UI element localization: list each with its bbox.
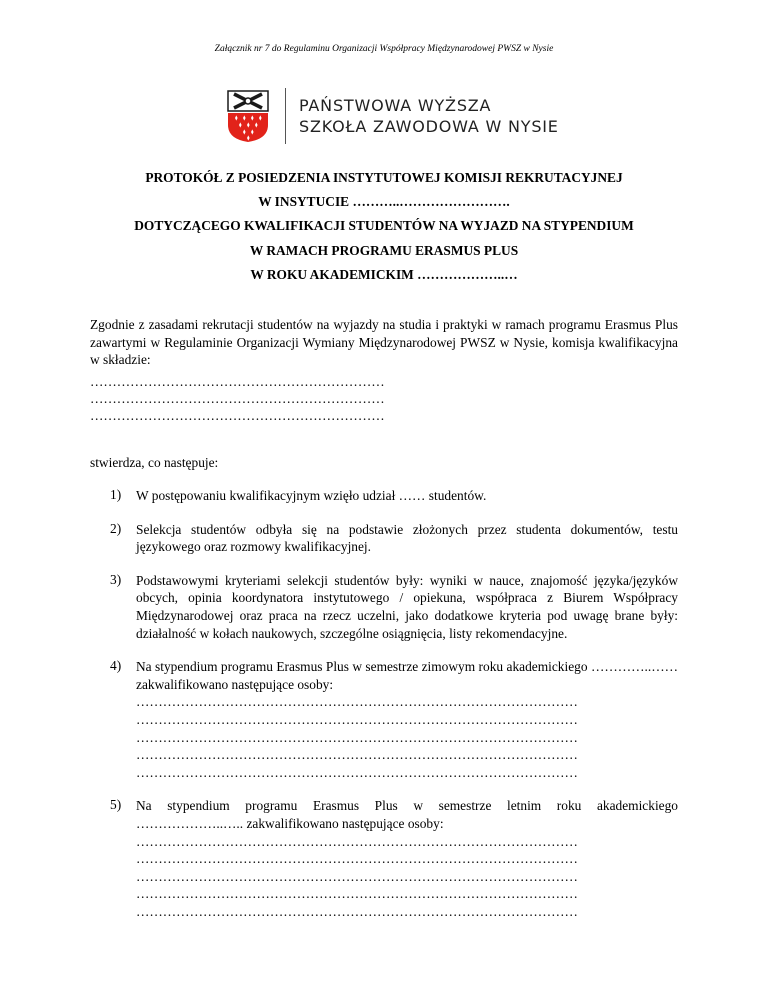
- findings-list: [90, 487, 678, 936]
- list-item: [90, 797, 678, 920]
- item-number: 3): [110, 571, 122, 587]
- university-logo: [226, 88, 559, 144]
- fill-line: ………………………………………………………………………………………: [136, 729, 578, 745]
- item-text: Podstawowymi kryteriami selekcji studentów były: wyniki w nauce, znajomość języka/języków obcych, opinia koordynatora instytutowego / opiekuna, współpraca z Biurem Współpracy Międzynarodowej oraz praca na rzecz uczelni, jako dodatkowe kryteria pod uwagę brane były: działalność w kołach naukowych, szczególne osiągnięcia, listy rekomendacyjne.: [136, 572, 678, 641]
- item-number: 2): [110, 520, 122, 536]
- fill-line: ………………………………………………………………………………………: [136, 868, 578, 884]
- title-line: W RAMACH PROGRAMU ERASMUS PLUS: [249, 242, 519, 258]
- title-line: PROTOKÓŁ Z POSIEDZENIA INSTYTUTOWEJ KOMISJI REKRUTACYJNEJ: [145, 170, 623, 185]
- title-line: DOTYCZĄCEGO KWALIFIKACJI STUDENTÓW NA WYJAZD NA STYPENDIUM: [134, 218, 634, 234]
- fill-line: ………………………………………………………………………………………: [136, 747, 578, 763]
- list-item: [90, 521, 678, 556]
- item-text: Na stypendium programu Erasmus Plus w semestrze zimowym roku akademickiego …………..…… zakwalifikowano następujące osoby:: [136, 659, 678, 692]
- intro-paragraph: Zgodnie z zasadami rekrutacji studentów na wyjazdy na studia i praktyki w ramach programu Erasmus Plus zawartymi w Regulaminie Organizacji Wymiany Międzynarodowej PWSZ w Nysie, komisja kwalifikacyjna w składzie:: [90, 317, 678, 368]
- item-text: Na stypendium programu Erasmus Plus w semestrze letnim roku akademickiego ………………..….. zakwalifikowano następujące osoby:: [136, 798, 678, 831]
- header-note: Załącznik nr 7 do Regulaminu Organizacji Współpracy Międzynarodowej PWSZ w Nysie: [214, 44, 554, 54]
- fill-line: ………………………………………………………………………………………: [136, 764, 578, 780]
- university-name: [299, 95, 559, 137]
- fill-line: ………………………………………………………………………………………: [136, 833, 578, 849]
- coat-of-arms-icon: [226, 89, 270, 143]
- member-line: …………………………………………………………: [90, 391, 385, 406]
- list-item: [90, 572, 678, 642]
- document-title: [0, 166, 768, 287]
- list-item: [90, 487, 678, 505]
- member-line: …………………………………………………………: [90, 408, 385, 423]
- title-line: W ROKU AKADEMICKIM ………………..…: [250, 266, 518, 282]
- item-text: W postępowaniu kwalifikacyjnym wzięło udział …… studentów.: [136, 488, 487, 503]
- states-paragraph: stwierdza, co następuje:: [90, 455, 219, 470]
- item-number: 1): [110, 487, 122, 502]
- title-line: W INSYTUCIE ………..…………………….: [258, 194, 510, 210]
- fill-line: ………………………………………………………………………………………: [136, 694, 578, 710]
- item-number: 5): [110, 797, 122, 813]
- fill-line: ………………………………………………………………………………………: [136, 851, 578, 867]
- logo-divider: [285, 88, 286, 144]
- committee-members: [90, 373, 385, 424]
- university-name-line2: SZKOŁA ZAWODOWA W NYSIE: [299, 117, 559, 136]
- item-text: Selekcja studentów odbyła się na podstawie złożonych przez studenta dokumentów, testu językowego oraz rozmowy kwalifikacyjnej.: [136, 521, 678, 555]
- item-number: 4): [110, 658, 122, 674]
- member-line: …………………………………………………………: [90, 374, 385, 389]
- fill-line: ………………………………………………………………………………………: [136, 903, 578, 919]
- university-name-line1: PAŃSTWOWA WYŻSZA: [299, 96, 492, 115]
- fill-line: ………………………………………………………………………………………: [136, 886, 578, 902]
- list-item: [90, 658, 678, 781]
- fill-line: ………………………………………………………………………………………: [136, 711, 578, 727]
